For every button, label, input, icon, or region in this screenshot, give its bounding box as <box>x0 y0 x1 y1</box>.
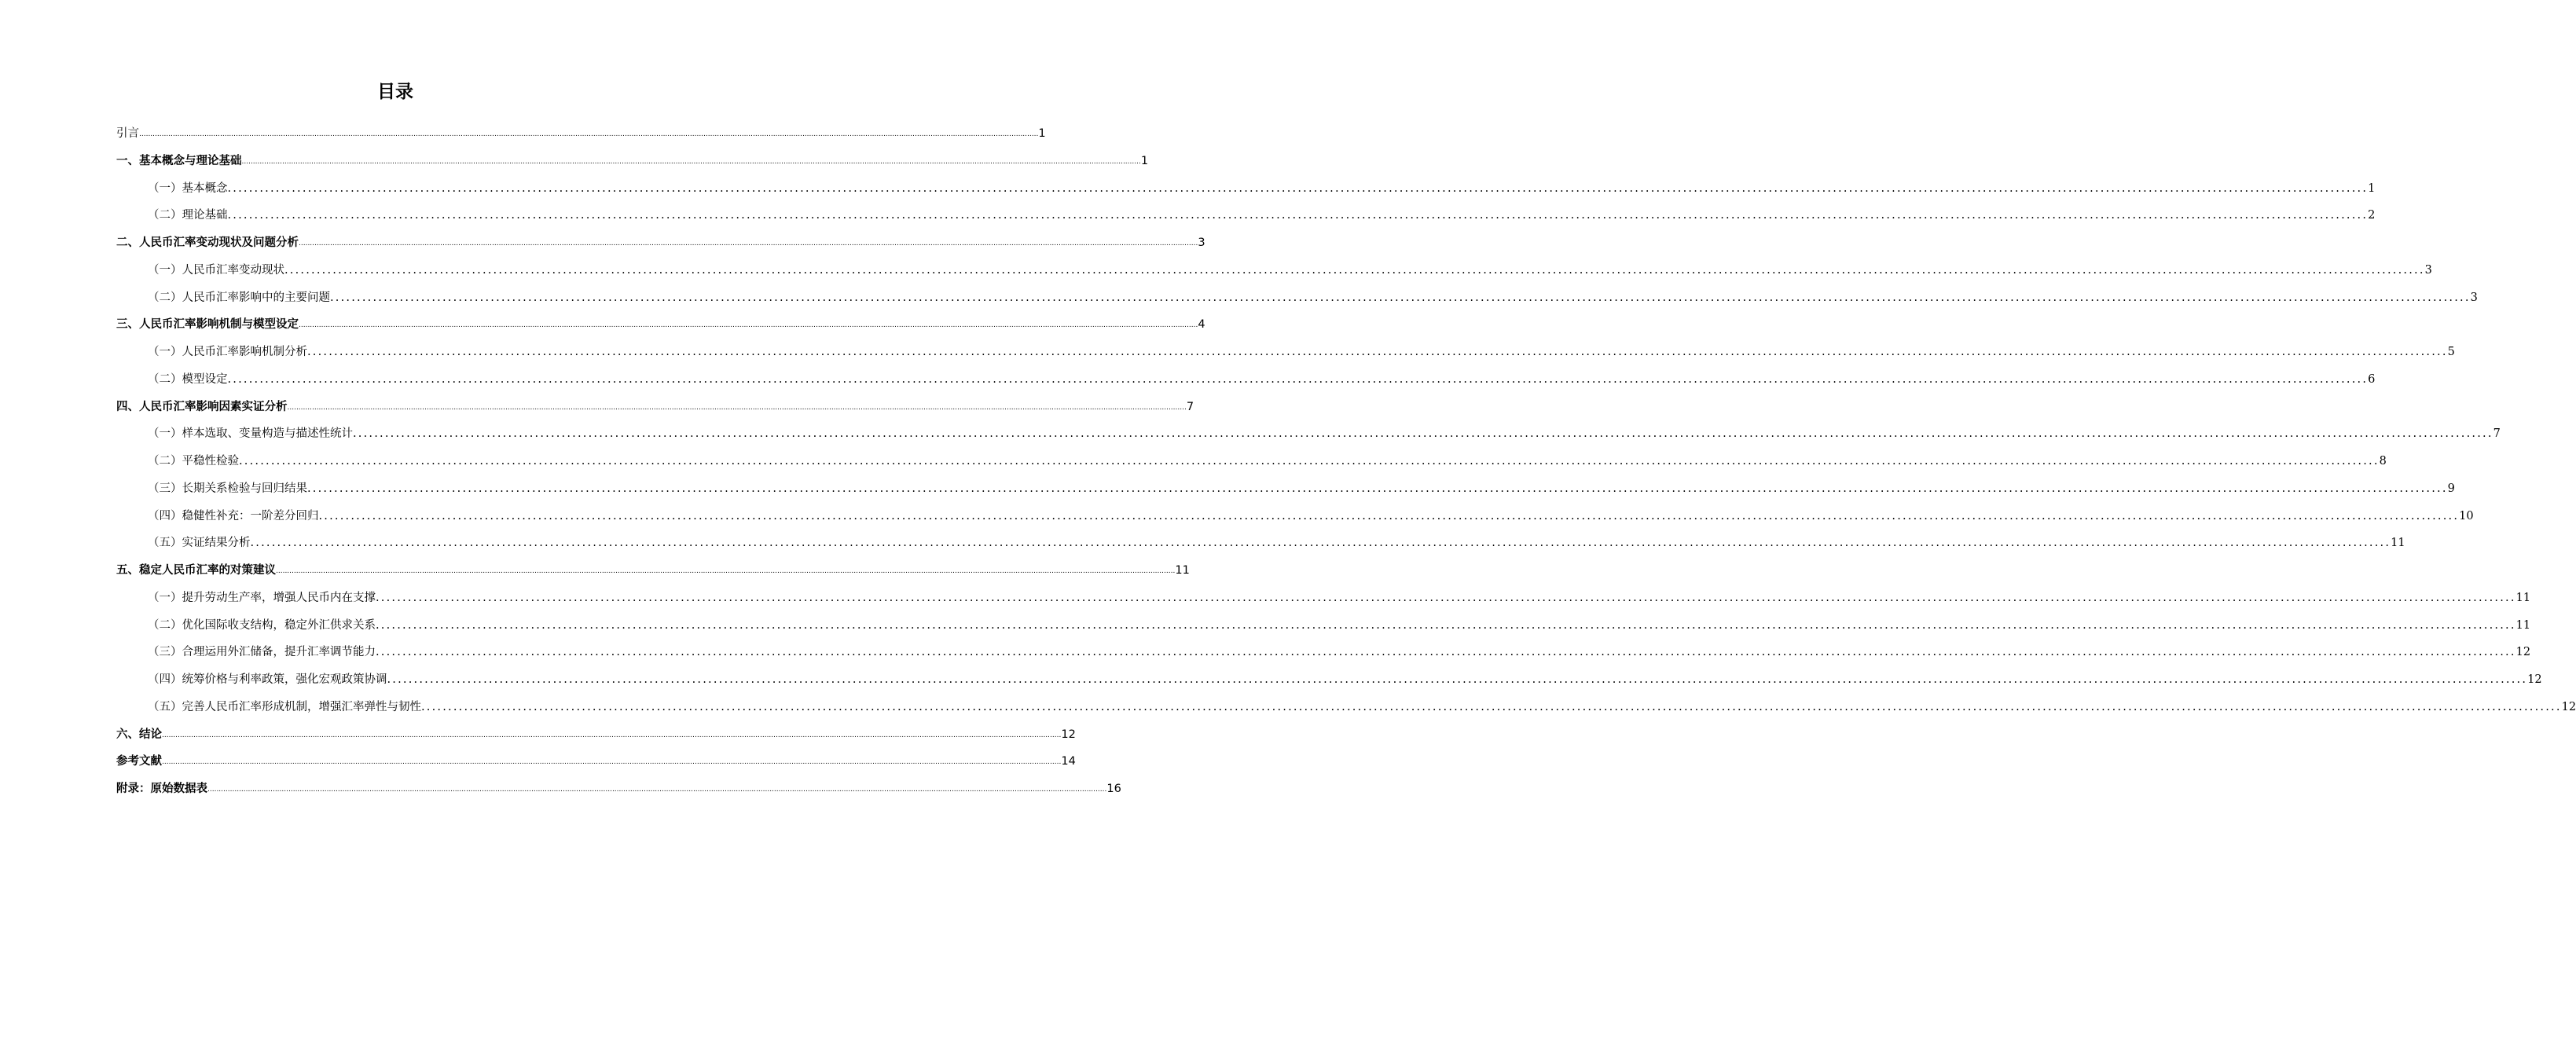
toc-entry[interactable] <box>148 178 2376 196</box>
toc-entry-page: 5 <box>2447 346 2455 358</box>
toc-entry-page: 12 <box>2527 673 2542 686</box>
toc-leader-dots: ................................................................................................................................................................................................................................................................................................................................................................................................................ <box>207 786 1107 794</box>
toc-leader-dots: ................................................................................................................................................................................................................................................................................................................................................................................................................ <box>227 182 2369 195</box>
toc-entry[interactable] <box>116 314 1205 332</box>
toc-leader-dots: ................................................................................................................................................................................................................................................................................................................................................................................................................ <box>162 731 1062 739</box>
toc-leader-dots: ................................................................................................................................................................................................................................................................................................................................................................................................................ <box>139 130 1039 138</box>
toc-entry-title: （一）基本概念 <box>148 182 228 195</box>
toc-entry[interactable] <box>148 204 2376 223</box>
toc-leader-dots: ................................................................................................................................................................................................................................................................................................................................................................................................................ <box>330 291 2471 304</box>
toc-entry-title: 二、人民币汇率变动现状及问题分析 <box>116 236 299 249</box>
toc-entry[interactable] <box>116 559 1190 578</box>
toc-entry-page: 10 <box>2459 509 2474 522</box>
toc-entry-page: 16 <box>1106 783 1121 795</box>
toc-leader-dots: ................................................................................................................................................................................................................................................................................................................................................................................................................ <box>276 567 1176 575</box>
toc-entry-title: （三）长期关系检验与回归结果 <box>148 482 307 495</box>
toc-entry-page: 14 <box>1061 755 1076 768</box>
toc-entry[interactable] <box>116 150 1149 169</box>
toc-entry-page: 11 <box>1175 564 1190 577</box>
toc-entry-page: 12 <box>1061 728 1076 741</box>
toc-entry-title: （二）优化国际收支结构，稳定外汇供求关系 <box>148 618 376 632</box>
toc-entry-title: 六、结论 <box>116 728 162 741</box>
toc-entry-page: 3 <box>1198 236 1205 249</box>
toc-leader-dots: ................................................................................................................................................................................................................................................................................................................................................................................................................ <box>376 591 2516 604</box>
toc-entry-page: 4 <box>1198 318 1205 332</box>
toc-entry-title: （二）模型设定 <box>148 372 228 386</box>
page-title: 目录 <box>377 82 413 102</box>
toc-entry[interactable] <box>148 669 2542 688</box>
toc-entry-page: 6 <box>2368 372 2376 386</box>
toc-entry-title: 三、人民币汇率影响机制与模型设定 <box>116 318 299 332</box>
toc-entry-title: （四）稳健性补充：一阶差分回归 <box>148 509 319 522</box>
toc-entry[interactable] <box>148 641 2531 660</box>
toc-leader-dots: ................................................................................................................................................................................................................................................................................................................................................................................................................ <box>241 157 1141 166</box>
toc-leader-dots: ................................................................................................................................................................................................................................................................................................................................................................................................................ <box>227 209 2369 222</box>
toc-entry-page: 8 <box>2379 455 2387 468</box>
toc-entry[interactable] <box>116 750 1076 769</box>
toc-entry-page: 11 <box>2391 537 2405 550</box>
toc-entry[interactable] <box>148 478 2455 497</box>
toc-entry[interactable] <box>148 450 2387 469</box>
toc-leader-dots: ................................................................................................................................................................................................................................................................................................................................................................................................................ <box>421 700 2562 713</box>
toc-entry[interactable] <box>148 341 2455 360</box>
toc-entry-page: 3 <box>2424 263 2432 277</box>
toc-leader-dots: ................................................................................................................................................................................................................................................................................................................................................................................................................ <box>307 482 2448 495</box>
toc-entry-page: 11 <box>2515 618 2531 632</box>
toc-entry-page: 1 <box>1140 154 1149 167</box>
toc-leader-dots: ................................................................................................................................................................................................................................................................................................................................................................................................................ <box>299 321 1198 330</box>
toc-leader-dots: ................................................................................................................................................................................................................................................................................................................................................................................................................ <box>307 346 2448 358</box>
toc-leader-dots: ................................................................................................................................................................................................................................................................................................................................................................................................................ <box>284 263 2425 277</box>
toc-leader-dots: ................................................................................................................................................................................................................................................................................................................................................................................................................ <box>376 618 2516 632</box>
toc-entry-page: 9 <box>2447 482 2455 495</box>
toc-entry-title: 五、稳定人民币汇率的对策建议 <box>116 564 276 577</box>
toc-entry-title: （一）人民币汇率变动现状 <box>148 263 284 277</box>
toc-entry-title: （一）提升劳动生产率，增强人民币内在支撑 <box>148 591 376 604</box>
toc-entry[interactable] <box>148 505 2474 524</box>
toc-leader-dots: ................................................................................................................................................................................................................................................................................................................................................................................................................ <box>227 372 2369 386</box>
toc-leader-dots: ................................................................................................................................................................................................................................................................................................................................................................................................................ <box>318 509 2460 522</box>
toc-entry[interactable] <box>116 778 1121 797</box>
toc-entry[interactable] <box>148 532 2405 551</box>
toc-entry[interactable] <box>148 696 2576 715</box>
toc-entry[interactable] <box>148 368 2376 387</box>
toc-leader-dots: ................................................................................................................................................................................................................................................................................................................................................................................................................ <box>287 403 1187 412</box>
toc-entry-page: 2 <box>2368 209 2376 222</box>
toc-entry-title: 附录：原始数据表 <box>116 783 207 795</box>
toc-entry[interactable] <box>148 587 2531 606</box>
toc-entry-page: 7 <box>1186 400 1194 413</box>
toc-entry-title: （五）完善人民币汇率形成机制，增强汇率弹性与韧性 <box>148 700 421 713</box>
toc-entry[interactable] <box>116 232 1205 251</box>
toc-leader-dots: ................................................................................................................................................................................................................................................................................................................................................................................................................ <box>387 673 2528 686</box>
toc-entry[interactable] <box>148 614 2531 633</box>
toc-entry-title: （二）理论基础 <box>148 209 228 222</box>
toc-entry-title: （五）实证结果分析 <box>148 537 251 550</box>
toc-entry[interactable] <box>116 396 1194 415</box>
toc-entry[interactable] <box>116 724 1076 742</box>
toc-entry-page: 12 <box>2515 646 2531 659</box>
toc-entry-title: （一）人民币汇率影响机制分析 <box>148 346 307 358</box>
toc-entry[interactable] <box>116 123 1046 141</box>
toc-leader-dots: ................................................................................................................................................................................................................................................................................................................................................................................................................ <box>250 537 2391 550</box>
toc-entry-title: （四）统筹价格与利率政策，强化宏观政策协调 <box>148 673 387 686</box>
toc-entry-page: 1 <box>2368 182 2376 195</box>
toc-entry-title: 引言 <box>116 127 139 140</box>
toc-entry[interactable] <box>148 287 2478 306</box>
toc-entry-title: （三）合理运用外汇储备，提升汇率调节能力 <box>148 646 376 659</box>
toc-leader-dots: ................................................................................................................................................................................................................................................................................................................................................................................................................ <box>353 427 2493 441</box>
toc-entry-page: 7 <box>2493 427 2501 441</box>
toc-entry-page: 3 <box>2470 291 2478 304</box>
toc-leader-dots: ................................................................................................................................................................................................................................................................................................................................................................................................................ <box>299 240 1198 248</box>
toc-entry-title: （二）平稳性检验 <box>148 455 239 468</box>
toc-entry[interactable] <box>148 259 2432 278</box>
toc-leader-dots: ................................................................................................................................................................................................................................................................................................................................................................................................................ <box>162 758 1062 767</box>
toc-entry[interactable] <box>148 423 2501 442</box>
toc-entry-page: 1 <box>1038 127 1046 140</box>
toc-entry-title: 四、人民币汇率影响因素实证分析 <box>116 400 288 413</box>
toc-entry-title: 一、基本概念与理论基础 <box>116 154 242 167</box>
toc-entry-page: 11 <box>2515 591 2531 604</box>
toc-entry-title: 参考文献 <box>116 755 162 768</box>
toc-entry-title: （二）人民币汇率影响中的主要问题 <box>148 291 330 304</box>
toc-leader-dots: ................................................................................................................................................................................................................................................................................................................................................................................................................ <box>239 455 2380 468</box>
toc-leader-dots: ................................................................................................................................................................................................................................................................................................................................................................................................................ <box>376 646 2516 659</box>
toc-entry-title: （一）样本选取、变量构造与描述性统计 <box>148 427 353 441</box>
toc-entry-page: 12 <box>2561 700 2576 713</box>
